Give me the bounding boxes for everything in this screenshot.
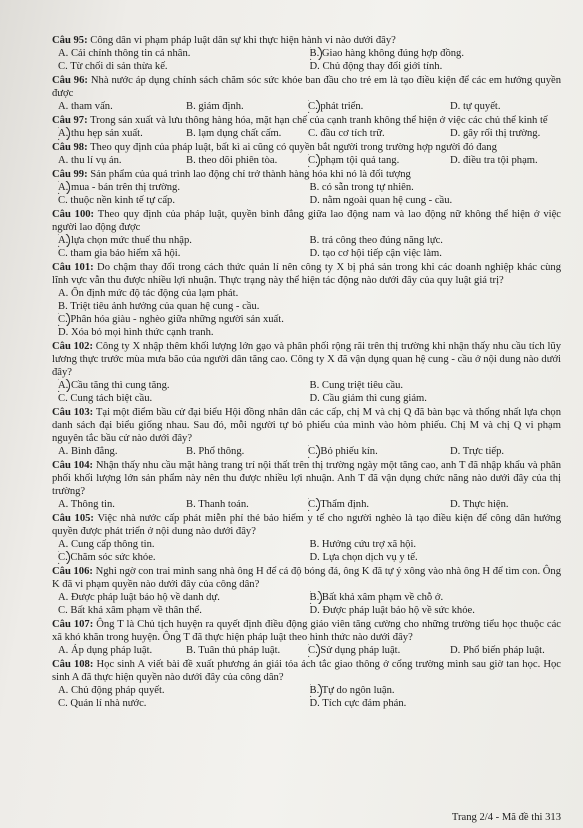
question-block bbox=[52, 658, 561, 710]
answer-option bbox=[58, 551, 310, 564]
answer-letter: D. bbox=[450, 499, 461, 510]
circled-answer-letter: C. bbox=[308, 499, 318, 510]
question-text bbox=[52, 618, 561, 644]
answer-text: Thông tin. bbox=[70, 499, 115, 510]
question-text bbox=[52, 208, 561, 234]
answer-option bbox=[58, 154, 186, 167]
answer-letter: B. bbox=[58, 301, 68, 312]
question-block bbox=[52, 34, 561, 73]
answer-letter: D. bbox=[309, 605, 320, 616]
answer-option bbox=[58, 181, 310, 194]
question-number: Câu 97: bbox=[52, 115, 88, 126]
answer-letter: C. bbox=[58, 393, 68, 404]
question-stem: Công dân vi phạm pháp luật dân sự khi thực hiện hành vi nào dưới đây? bbox=[90, 35, 396, 46]
answer-letter: D. bbox=[309, 248, 320, 259]
answer-letter: B. bbox=[186, 128, 196, 139]
answer-text: theo dõi phiên tòa. bbox=[198, 155, 278, 166]
question-block bbox=[52, 618, 561, 657]
answer-option bbox=[308, 644, 450, 657]
question-list bbox=[52, 34, 561, 710]
answer-text: Chăm sóc sức khỏe. bbox=[70, 552, 156, 563]
question-stem: Nghi ngờ con trai mình sang nhà ông H để cá độ bóng đá, ông K đã tự ý xông vào nhà ông H để tìm con. Ông K đã vi phạm quyền nào dưới đây của công dân? bbox=[52, 566, 562, 590]
answer-text: Cải chính thông tin cá nhân. bbox=[70, 48, 191, 59]
answer-letter: B. bbox=[309, 380, 320, 391]
question-block bbox=[52, 565, 561, 617]
answer-text: Được pháp luật bảo hộ về danh dự. bbox=[70, 592, 220, 603]
answer-text: Cung cấp thông tin. bbox=[70, 539, 155, 550]
answer-options bbox=[52, 181, 561, 207]
answer-options bbox=[52, 644, 561, 657]
answer-letter: D. bbox=[450, 128, 461, 139]
answer-option bbox=[308, 100, 450, 113]
answer-letter: C. bbox=[58, 248, 68, 259]
answer-option bbox=[310, 697, 562, 710]
question-text bbox=[52, 74, 561, 100]
question-number: Câu 108: bbox=[52, 659, 94, 670]
answer-letter: C. bbox=[58, 605, 68, 616]
answer-text: thuộc nền kinh tế tự cấp. bbox=[70, 195, 175, 206]
answer-text: Chủ động thay đổi giới tính. bbox=[322, 61, 443, 72]
question-number: Câu 104: bbox=[52, 460, 94, 471]
answer-letter: C. bbox=[308, 128, 318, 139]
answer-text: Bỏ phiếu kín. bbox=[320, 446, 378, 457]
circled-answer-letter: A. bbox=[58, 235, 69, 246]
question-stem: Do chậm thay đổi trong cách thức quản lí nên công ty X bị phá sản trong khi các doanh nghiệp khác cùng lĩnh vực vẫn thu được nhiều lợi nhuận. Thực trạng này thể hiện tác động nào dưới đây của quy luật giá trị? bbox=[52, 262, 561, 286]
circled-answer-letter: B. bbox=[309, 685, 320, 696]
answer-text: tự quyết. bbox=[462, 101, 501, 112]
question-block bbox=[52, 406, 561, 458]
answer-text: Thực hiện. bbox=[462, 499, 509, 510]
answer-text: gây rối thị trường. bbox=[462, 128, 541, 139]
answer-text: Giao hàng không đúng hợp đồng. bbox=[321, 48, 465, 59]
question-stem: Công ty X nhập thêm khối lượng lớn gạo và phân phối rộng rãi trên thị trường khi nhận thấy nhu cầu tích lũy lương thực trước mùa mưa bão của người dân tăng cao. Công ty X đã vận dụng quan hệ cung - cầu ở nội dung nào dưới đây? bbox=[52, 341, 562, 378]
answer-letter: B. bbox=[186, 155, 196, 166]
question-number: Câu 99: bbox=[52, 169, 88, 180]
answer-text: lạm dụng chất cấm. bbox=[198, 128, 282, 139]
answer-letter: A. bbox=[58, 101, 69, 112]
question-text bbox=[52, 406, 561, 445]
circled-answer-letter: A. bbox=[58, 380, 69, 391]
question-number: Câu 102: bbox=[52, 341, 94, 352]
question-number: Câu 98: bbox=[52, 142, 88, 153]
question-number: Câu 107: bbox=[52, 619, 94, 630]
question-stem: Trong sản xuất và lưu thông hàng hóa, mặt hạn chế của cạnh tranh không thể hiện ở việc các chủ thể kinh tế bbox=[90, 115, 548, 126]
answer-text: Sử dụng pháp luật. bbox=[320, 645, 401, 656]
circled-answer-letter: C. bbox=[58, 552, 68, 563]
answer-text: giám định. bbox=[198, 101, 244, 112]
answer-letter: A. bbox=[58, 288, 69, 299]
answer-letter: D. bbox=[309, 195, 320, 206]
answer-letter: C. bbox=[58, 698, 68, 709]
question-block bbox=[52, 141, 561, 167]
question-number: Câu 100: bbox=[52, 209, 95, 220]
answer-options bbox=[52, 234, 561, 260]
question-stem: Ông T là Chủ tịch huyện ra quyết định điều động giáo viên tăng cường cho những trường tiểu học thuộc các xã khó khăn trong huyện. Ông T đã thực hiện pháp luật theo hình thức nào dưới đây? bbox=[52, 619, 562, 643]
answer-option bbox=[310, 379, 562, 392]
answer-option bbox=[58, 591, 310, 604]
circled-answer-letter: A. bbox=[58, 182, 69, 193]
answer-letter: D. bbox=[450, 101, 461, 112]
answer-text: Phổ biến pháp luật. bbox=[462, 645, 545, 656]
answer-option bbox=[58, 538, 310, 551]
answer-letter: A. bbox=[58, 645, 69, 656]
question-text bbox=[52, 565, 561, 591]
answer-option bbox=[58, 287, 561, 300]
answer-option bbox=[310, 194, 562, 207]
answer-option bbox=[450, 100, 561, 113]
answer-option bbox=[310, 591, 562, 604]
answer-options bbox=[52, 591, 561, 617]
question-stem: Việc nhà nước cấp phát miễn phí thẻ bảo hiểm y tế cho người nghèo là tạo điều kiện để công dân hưởng quyền được phát triển ở nội dung nào dưới đây? bbox=[52, 513, 561, 537]
answer-option bbox=[58, 194, 310, 207]
question-stem: Tại một điểm bầu cử đại biểu Hội đồng nhân dân các cấp, chị M và chị Q đã bàn bạc và thống nhất lựa chọn danh sách đại biểu giống nhau. Sau đó, mỗi người tự bỏ phiếu của mình vào hòm phiếu. Chị M và chị Q vi phạm nguyên tắc bầu cử nào dưới đây? bbox=[52, 407, 561, 444]
answer-letter: A. bbox=[58, 685, 69, 696]
answer-option bbox=[58, 392, 310, 405]
answer-letter: A. bbox=[58, 539, 69, 550]
answer-letter: A. bbox=[58, 155, 69, 166]
circled-answer-letter: C. bbox=[308, 155, 318, 166]
question-block bbox=[52, 261, 561, 339]
question-block bbox=[52, 208, 561, 260]
answer-text: Bình đẳng. bbox=[70, 446, 118, 457]
answer-option bbox=[310, 47, 562, 60]
answer-text: Quản lí nhà nước. bbox=[70, 698, 147, 709]
answer-options bbox=[52, 47, 561, 73]
answer-option bbox=[310, 604, 562, 617]
answer-letter: A. bbox=[58, 499, 69, 510]
answer-options bbox=[52, 379, 561, 405]
question-block bbox=[52, 168, 561, 207]
answer-text: tạo cơ hội tiếp cận việc làm. bbox=[322, 248, 442, 259]
answer-text: Lựa chọn dịch vụ y tế. bbox=[322, 552, 418, 563]
answer-option bbox=[308, 445, 450, 458]
answer-text: lựa chọn mức thuế thu nhập. bbox=[70, 235, 192, 246]
question-stem: Sản phẩm của quá trình lao động chỉ trở thành hàng hóa khi nó là đối tượng bbox=[90, 169, 411, 180]
answer-text: Chủ động pháp quyết. bbox=[70, 685, 165, 696]
answer-letter: B. bbox=[309, 539, 320, 550]
answer-letter: B. bbox=[309, 182, 320, 193]
answer-options bbox=[52, 684, 561, 710]
answer-option bbox=[186, 154, 308, 167]
answer-text: Trực tiếp. bbox=[462, 446, 505, 457]
answer-option bbox=[310, 538, 562, 551]
question-block bbox=[52, 340, 561, 405]
answer-option bbox=[310, 234, 562, 247]
answer-option bbox=[58, 247, 310, 260]
answer-letter: D. bbox=[450, 155, 461, 166]
question-block bbox=[52, 512, 561, 564]
answer-options bbox=[52, 498, 561, 511]
answer-text: Cung tách biệt cầu. bbox=[70, 393, 153, 404]
answer-option bbox=[450, 644, 561, 657]
answer-text: đầu cơ tích trữ. bbox=[320, 128, 385, 139]
answer-option bbox=[58, 313, 561, 326]
answer-option bbox=[186, 127, 308, 140]
answer-option bbox=[58, 697, 310, 710]
question-number: Câu 105: bbox=[52, 513, 94, 524]
question-stem: Nhà nước áp dụng chính sách chăm sóc sức khỏe ban đầu cho trẻ em là tạo điều kiện để các em hưởng quyền được bbox=[52, 75, 561, 99]
answer-letter: D. bbox=[309, 552, 320, 563]
answer-option bbox=[58, 100, 186, 113]
answer-text: Tự do ngôn luận. bbox=[321, 685, 395, 696]
answer-text: tham vấn. bbox=[70, 101, 113, 112]
answer-text: Áp dụng pháp luật. bbox=[70, 645, 153, 656]
question-text bbox=[52, 459, 561, 498]
answer-letter: B. bbox=[309, 235, 320, 246]
answer-text: Phổ thông. bbox=[198, 446, 245, 457]
answer-text: thu hẹp sản xuất. bbox=[70, 128, 143, 139]
question-number: Câu 103: bbox=[52, 407, 94, 418]
answer-text: mua - bán trên thị trường. bbox=[70, 182, 180, 193]
answer-letter: D. bbox=[309, 393, 320, 404]
answer-option bbox=[308, 498, 450, 511]
question-stem: Theo quy định của pháp luật, bất kì ai cũng có quyền bắt người trong trường hợp người đó đang bbox=[90, 142, 497, 153]
question-text bbox=[52, 34, 561, 47]
answer-text: phát triển. bbox=[320, 101, 364, 112]
answer-option bbox=[310, 551, 562, 564]
answer-letter: A. bbox=[58, 48, 69, 59]
answer-text: Triệt tiêu ảnh hưởng của quan hệ cung - cầu. bbox=[70, 301, 260, 312]
answer-option bbox=[58, 644, 186, 657]
answer-text: thu lí vụ án. bbox=[70, 155, 122, 166]
answer-option bbox=[186, 100, 308, 113]
circled-answer-letter: B. bbox=[309, 48, 320, 59]
answer-letter: B. bbox=[186, 499, 196, 510]
question-text bbox=[52, 658, 561, 684]
answer-letter: D. bbox=[309, 61, 320, 72]
answer-text: Xóa bỏ mọi hình thức cạnh tranh. bbox=[70, 327, 214, 338]
circled-answer-letter: B. bbox=[309, 592, 320, 603]
answer-option bbox=[58, 300, 561, 313]
question-text bbox=[52, 141, 561, 154]
answer-option bbox=[58, 604, 310, 617]
answer-text: trả công theo đúng năng lực. bbox=[321, 235, 443, 246]
question-stem: Học sinh A viết bài đề xuất phương án giải tỏa ách tắc giao thông ở cổng trường mình sau giờ tan học. Học sinh A đã thực hiện quyền nào dưới đây của công dân? bbox=[52, 659, 561, 683]
answer-letter: D. bbox=[450, 645, 461, 656]
answer-text: Ổn định mức độ tác động của lạm phát. bbox=[70, 288, 239, 299]
answer-options bbox=[52, 287, 561, 339]
answer-options bbox=[52, 445, 561, 458]
answer-option bbox=[58, 379, 310, 392]
answer-text: Hưởng cứu trợ xã hội. bbox=[321, 539, 417, 550]
answer-letter: A. bbox=[58, 592, 69, 603]
answer-letter: D. bbox=[309, 698, 320, 709]
circled-answer-letter: C. bbox=[308, 446, 318, 457]
circled-answer-letter: C. bbox=[58, 314, 68, 325]
answer-text: Từ chối di sản thừa kế. bbox=[70, 61, 168, 72]
answer-options bbox=[52, 127, 561, 140]
answer-option bbox=[186, 644, 308, 657]
question-block bbox=[52, 74, 561, 113]
answer-option bbox=[58, 47, 310, 60]
answer-option bbox=[450, 127, 561, 140]
answer-letter: C. bbox=[58, 61, 68, 72]
answer-text: Thẩm định. bbox=[320, 499, 370, 510]
question-block bbox=[52, 114, 561, 140]
circled-answer-letter: C. bbox=[308, 101, 318, 112]
question-number: Câu 101: bbox=[52, 262, 94, 273]
question-stem: Nhận thấy nhu cầu mặt hàng trang trí nội thất trên thị trường ngày một tăng cao, anh T đã nhập khẩu và phân phối khối lượng lớn sản phẩm này nên thu được nhiều lợi nhuận. Anh T đã vận dụng chức năng nào dưới đây của thị trường? bbox=[52, 460, 562, 497]
answer-option bbox=[308, 127, 450, 140]
question-number: Câu 96: bbox=[52, 75, 88, 86]
answer-options bbox=[52, 154, 561, 167]
answer-text: điều tra tội phạm. bbox=[462, 155, 538, 166]
answer-option bbox=[58, 127, 186, 140]
answer-option bbox=[308, 154, 450, 167]
answer-text: có sẵn trong tự nhiên. bbox=[321, 182, 414, 193]
question-text bbox=[52, 168, 561, 181]
question-text bbox=[52, 340, 561, 379]
question-text bbox=[52, 261, 561, 287]
question-stem: Theo quy định của pháp luật, quyền bình đẳng giữa lao động nam và lao động nữ không thể hiện ở việc người lao động được bbox=[52, 209, 561, 233]
circled-answer-letter: A. bbox=[58, 128, 69, 139]
answer-option bbox=[58, 445, 186, 458]
answer-letter: B. bbox=[186, 446, 196, 457]
answer-options bbox=[52, 100, 561, 113]
answer-letter: C. bbox=[58, 195, 68, 206]
question-block bbox=[52, 459, 561, 511]
answer-letter: D. bbox=[450, 446, 461, 457]
answer-text: Tích cực đảm phán. bbox=[322, 698, 407, 709]
question-number: Câu 106: bbox=[52, 566, 93, 577]
answer-text: tham gia bảo hiểm xã hội. bbox=[70, 248, 181, 259]
answer-text: Bất khả xâm phạm về thân thể. bbox=[70, 605, 202, 616]
question-text bbox=[52, 512, 561, 538]
circled-answer-letter: C. bbox=[308, 645, 318, 656]
answer-option bbox=[58, 234, 310, 247]
answer-letter: B. bbox=[186, 101, 196, 112]
answer-option bbox=[186, 445, 308, 458]
answer-option bbox=[58, 326, 561, 339]
answer-letter: A. bbox=[58, 446, 69, 457]
answer-option bbox=[450, 498, 561, 511]
answer-option bbox=[186, 498, 308, 511]
answer-text: Cung triệt tiêu cầu. bbox=[321, 380, 404, 391]
answer-option bbox=[310, 392, 562, 405]
answer-option bbox=[310, 60, 562, 73]
question-number: Câu 95: bbox=[52, 35, 88, 46]
question-text bbox=[52, 114, 561, 127]
answer-text: Bất khả xâm phạm về chỗ ở. bbox=[321, 592, 444, 603]
answer-options bbox=[52, 538, 561, 564]
answer-option bbox=[450, 445, 561, 458]
answer-text: phạm tội quả tang. bbox=[320, 155, 400, 166]
answer-text: Phân hóa giàu - nghèo giữa những người sản xuất. bbox=[70, 314, 284, 325]
answer-text: nằm ngoài quan hệ cung - cầu. bbox=[322, 195, 453, 206]
answer-text: Cầu tăng thì cung tăng. bbox=[70, 380, 170, 391]
answer-option bbox=[450, 154, 561, 167]
answer-option bbox=[310, 247, 562, 260]
answer-text: Cầu giảm thì cung giảm. bbox=[322, 393, 427, 404]
answer-option bbox=[58, 684, 310, 697]
answer-option bbox=[310, 684, 562, 697]
answer-letter: B. bbox=[186, 645, 196, 656]
answer-text: Thanh toán. bbox=[198, 499, 249, 510]
answer-option bbox=[58, 498, 186, 511]
page-footer: Trang 2/4 - Mã đề thi 313 bbox=[451, 812, 561, 823]
answer-text: Được pháp luật bảo hộ về sức khỏe. bbox=[322, 605, 475, 616]
answer-text: Tuân thủ pháp luật. bbox=[198, 645, 281, 656]
answer-option bbox=[310, 181, 562, 194]
answer-option bbox=[58, 60, 310, 73]
answer-letter: D. bbox=[58, 327, 69, 338]
